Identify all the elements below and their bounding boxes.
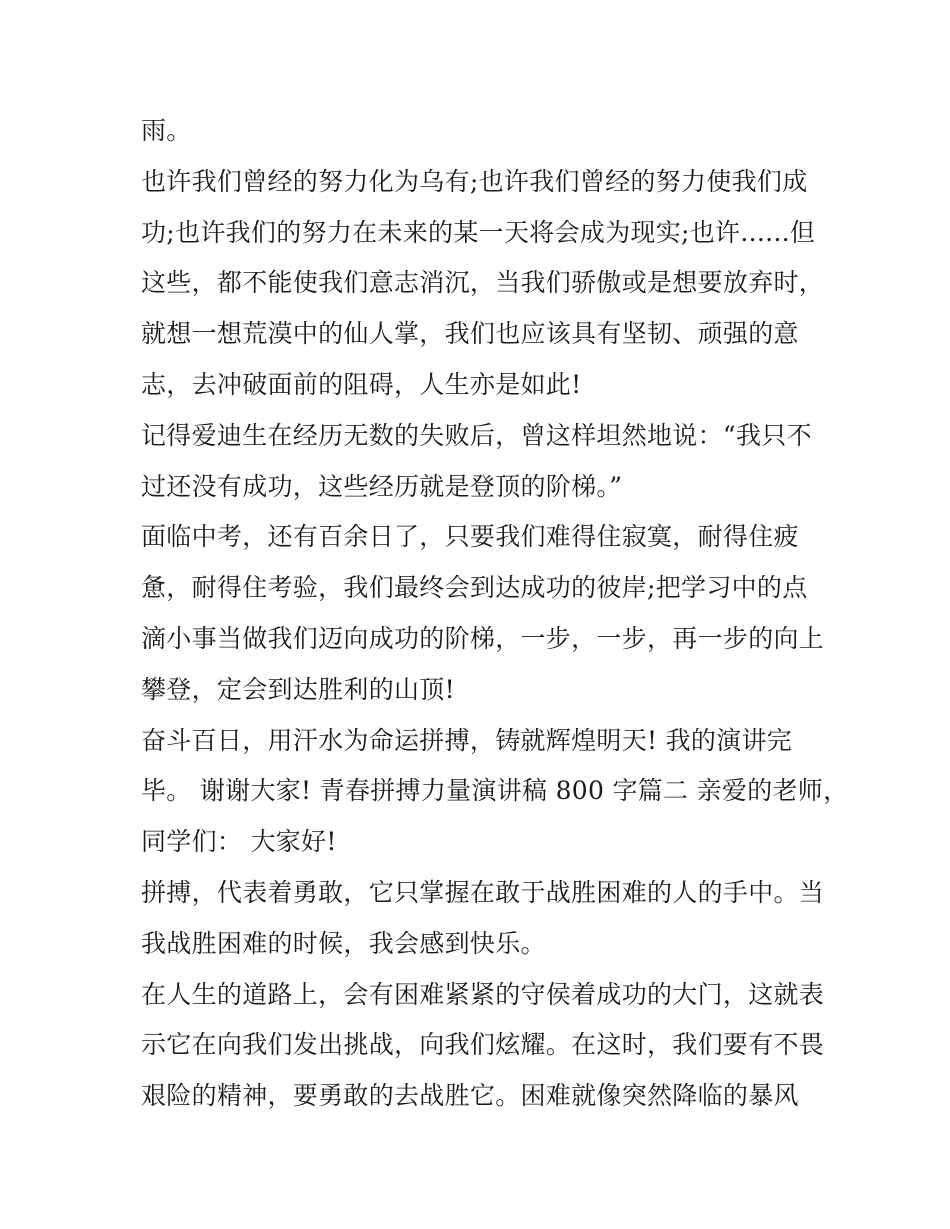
text-line: 在人生的道路上，会有困难紧紧的守侯着成功的大门，这就表 [141, 979, 825, 1009]
text-line: 惫，耐得住考验，我们最终会到达成功的彼岸;把学习中的点 [141, 573, 808, 603]
text-line: 也许我们曾经的努力化为乌有;也许我们曾经的努力使我们成 [141, 166, 808, 196]
text-line: 记得爱迪生在经历无数的失败后，曾这样坦然地说：“我只不 [141, 420, 812, 450]
document-body [141, 106, 849, 1122]
text-line: 功;也许我们的努力在未来的某一天将会成为现实;也许......但 [141, 217, 816, 247]
text-line: 示它在向我们发出挑战，向我们炫耀。在这时，我们要有不畏 [141, 1030, 825, 1060]
text-line: 就想一想荒漠中的仙人掌，我们也应该具有坚韧、顽强的意 [141, 319, 799, 349]
text-line: 毕。 谢谢大家! 青春拼搏力量演讲稿 800 字篇二 亲爱的老师， [141, 776, 849, 806]
text-line: 奋斗百日，用汗水为命运拼搏，铸就辉煌明天! 我的演讲完 [141, 725, 793, 755]
text-line: 攀登，定会到达胜利的山顶! [141, 674, 455, 704]
text-line: 过还没有成功，这些经历就是登顶的阶梯。” [141, 471, 623, 501]
text-line: 志，去冲破面前的阻碍，人生亦是如此! [141, 369, 582, 399]
text-line: 拼搏，代表着勇敢，它只掌握在敢于战胜困难的人的手中。当 [141, 877, 825, 907]
text-line: 我战胜困难的时候，我会感到快乐。 [141, 928, 546, 958]
text-line: 滴小事当做我们迈向成功的阶梯，一步，一步，再一步的向上 [141, 623, 825, 653]
text-line: 同学们： 大家好! [141, 827, 337, 857]
text-line: 雨。 [141, 116, 192, 145]
text-line: 面临中考，还有百余日了，只要我们难得住寂寞，耐得住疲 [141, 522, 799, 552]
text-line: 艰险的精神，要勇敢的去战胜它。困难就像突然降临的暴风 [141, 1081, 799, 1111]
text-line: 这些，都不能使我们意志消沉，当我们骄傲或是想要放弃时， [141, 268, 825, 298]
